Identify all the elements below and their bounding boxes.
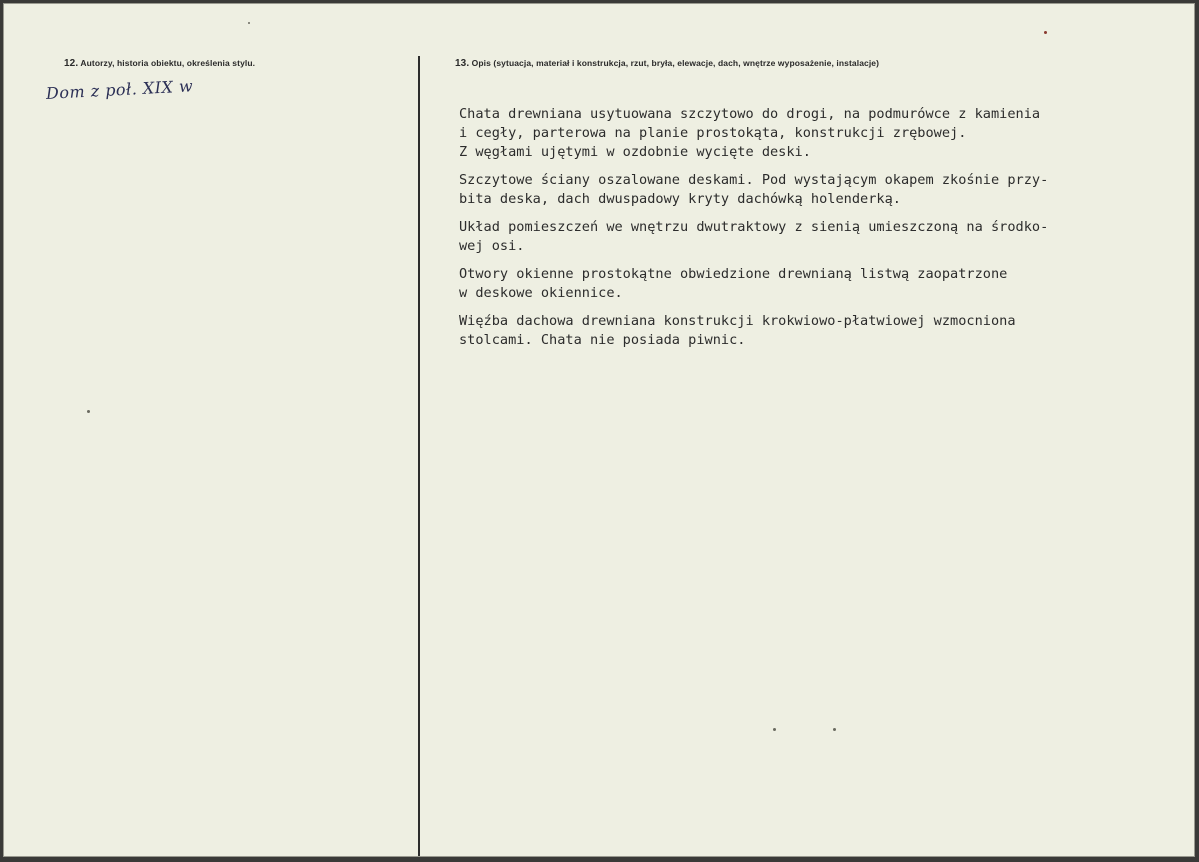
- description-line: Otwory okienne prostokątne obwiedzione drewnianą listwą zaopatrzone: [459, 266, 1008, 282]
- description-line: stolcami. Chata nie posiada piwnic.: [459, 332, 746, 348]
- inventory-card: [3, 3, 1195, 857]
- field-13-label: [455, 58, 879, 69]
- paper-speck: [248, 22, 250, 24]
- description-line: Z węgłami ujętymi w ozdobnie wycięte deski.: [459, 144, 811, 160]
- description-paragraph: [459, 218, 1189, 256]
- typed-description: [459, 105, 1189, 359]
- handwritten-dating-note: Dom z poł. XIX w: [45, 76, 194, 103]
- description-line: i cegły, parterowa na planie prostokąta, konstrukcji zrębowej.: [459, 125, 967, 141]
- description-line: wej osi.: [459, 238, 525, 254]
- description-line: w deskowe okiennice.: [459, 285, 623, 301]
- field-13-number: 13.: [455, 58, 470, 69]
- field-12-title: Autorzy, historia obiektu, określenia stylu.: [80, 58, 256, 68]
- description-line: Chata drewniana usytuowana szczytowo do drogi, na podmurówce z kamienia: [459, 106, 1041, 122]
- paper-speck: [833, 728, 836, 731]
- field-13-title: Opis (sytuacja, materiał i konstrukcja, rzut, bryła, elewacje, dach, wnętrze wyposażenie, instalacje): [471, 58, 880, 68]
- description-paragraph: [459, 312, 1189, 350]
- paper-speck: [773, 728, 776, 731]
- description-line: bita deska, dach dwuspadowy kryty dachówką holenderką.: [459, 191, 901, 207]
- description-line: Więźba dachowa drewniana konstrukcji krokwiowo-płatwiowej wzmocniona: [459, 313, 1016, 329]
- field-12-label: [64, 58, 255, 69]
- description-paragraph: [459, 105, 1189, 162]
- description-paragraph: [459, 265, 1189, 303]
- description-line: Układ pomieszczeń we wnętrzu dwutraktowy z sienią umieszczoną na środko-: [459, 219, 1049, 235]
- description-paragraph: [459, 171, 1189, 209]
- paper-speck: [87, 410, 90, 413]
- description-line: Szczytowe ściany oszalowane deskami. Pod wystającym okapem zkośnie przy-: [459, 172, 1049, 188]
- field-12-number: 12.: [64, 58, 79, 69]
- column-divider: [418, 56, 420, 856]
- paper-speck: [1044, 31, 1047, 34]
